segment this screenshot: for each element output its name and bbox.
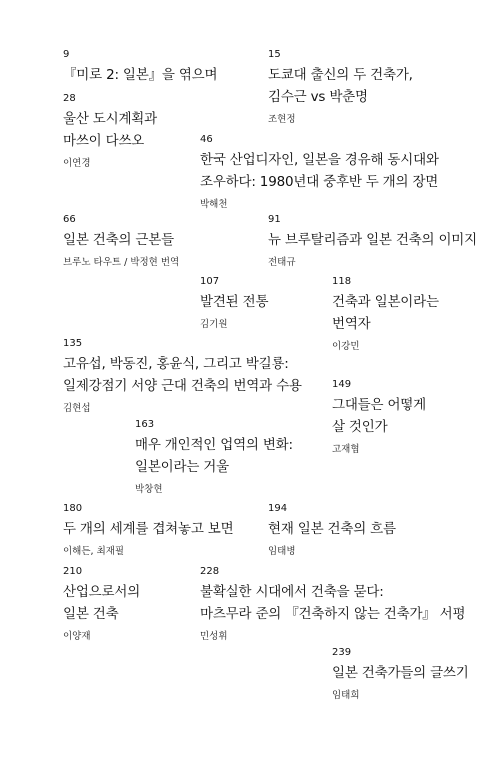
entry-author: 임태희 bbox=[332, 690, 360, 701]
toc-entry-ulsan-planning[interactable] bbox=[63, 92, 157, 170]
entry-author: 민성휘 bbox=[200, 631, 228, 642]
entry-title-line: 도쿄대 출신의 두 건축가, bbox=[268, 67, 413, 83]
entry-author: 김기원 bbox=[200, 319, 228, 330]
page-number: 180 bbox=[63, 503, 83, 514]
page-number: 9 bbox=[63, 49, 70, 60]
page-number: 28 bbox=[63, 93, 76, 104]
entry-author: 임태병 bbox=[268, 546, 296, 557]
toc-entry-architects-writing[interactable] bbox=[332, 646, 469, 702]
entry-author: 브루노 타우트 / 박정현 번역 bbox=[63, 257, 180, 268]
page-number: 239 bbox=[332, 647, 352, 658]
entry-author: 박창현 bbox=[135, 484, 163, 495]
entry-title-line: 일본이라는 거울 bbox=[135, 459, 229, 475]
toc-entry-new-brutalism[interactable] bbox=[268, 213, 477, 269]
toc-entry-current-trends[interactable] bbox=[268, 502, 396, 558]
page-number: 107 bbox=[200, 276, 220, 287]
page-number: 46 bbox=[200, 134, 213, 145]
page-number: 163 bbox=[135, 419, 155, 430]
entry-title-line: 마쓰이 다쓰오 bbox=[63, 133, 145, 149]
toc-entry-japanese-fundamentals[interactable] bbox=[63, 213, 179, 269]
entry-title-line: 그대들은 어떻게 bbox=[332, 397, 426, 413]
entry-title-line: 건축과 일본이라는 bbox=[332, 294, 439, 310]
toc-entry-discovered-tradition[interactable] bbox=[200, 275, 268, 331]
entry-title-line: 김수근 vs 박춘명 bbox=[268, 89, 368, 105]
entry-title-line: 『미로 2: 일본』을 엮으며 bbox=[63, 67, 218, 83]
page-number: 228 bbox=[200, 566, 220, 577]
entry-author: 김현섭 bbox=[63, 403, 91, 414]
page-number: 149 bbox=[332, 379, 352, 390]
toc-entry-book-review[interactable] bbox=[200, 565, 465, 643]
entry-title-line: 조우하다: 1980년대 중후반 두 개의 장면 bbox=[200, 174, 439, 190]
entry-title-line: 산업으로서의 bbox=[63, 584, 141, 600]
entry-title-line: 고유섭, 박동진, 홍윤식, 그리고 박길룡: bbox=[63, 356, 289, 372]
toc-entry-tokyo-architects[interactable] bbox=[268, 48, 413, 126]
toc-entry-miro2[interactable] bbox=[63, 48, 217, 86]
entry-title-line: 발견된 전통 bbox=[200, 294, 269, 310]
entry-title-line: 일제강점기 서양 근대 건축의 번역과 수용 bbox=[63, 378, 302, 394]
entry-title-line: 번역자 bbox=[332, 316, 371, 332]
entry-title-line: 일본 건축 bbox=[63, 606, 119, 622]
entry-author: 이연경 bbox=[63, 158, 91, 169]
entry-author: 이양재 bbox=[63, 631, 91, 642]
entry-author: 고재협 bbox=[332, 444, 360, 455]
toc-entry-how-to-live[interactable] bbox=[332, 378, 426, 456]
entry-author: 이해든, 최재필 bbox=[63, 546, 125, 557]
toc-entry-industrial-design[interactable] bbox=[200, 133, 439, 211]
page-number: 210 bbox=[63, 566, 83, 577]
entry-title-line: 일본 건축가들의 글쓰기 bbox=[332, 665, 469, 681]
entry-title-line: 한국 산업디자인, 일본을 경유해 동시대와 bbox=[200, 152, 439, 168]
entry-author: 전태규 bbox=[268, 257, 296, 268]
toc-entry-colonial-modern[interactable] bbox=[63, 337, 302, 415]
entry-title-line: 일본 건축의 근본들 bbox=[63, 232, 174, 248]
toc-entry-personal-practice[interactable] bbox=[135, 418, 293, 496]
toc-entry-industry[interactable] bbox=[63, 565, 140, 643]
entry-author: 조현정 bbox=[268, 114, 296, 125]
page-number: 118 bbox=[332, 276, 352, 287]
entry-author: 이강민 bbox=[332, 341, 360, 352]
entry-title-line: 뉴 브루탈리즘과 일본 건축의 이미지 bbox=[268, 232, 477, 248]
entry-title-line: 매우 개인적인 업역의 변화: bbox=[135, 437, 293, 453]
entry-title-line: 불확실한 시대에서 건축을 묻다: bbox=[200, 584, 384, 600]
page-number: 15 bbox=[268, 49, 281, 60]
entry-author: 박해천 bbox=[200, 199, 228, 210]
entry-title-line: 살 것인가 bbox=[332, 419, 388, 435]
page-number: 91 bbox=[268, 214, 281, 225]
entry-title-line: 울산 도시계획과 bbox=[63, 111, 157, 127]
entry-title-line: 마츠무라 준의 『건축하지 않는 건축가』 서평 bbox=[200, 606, 466, 622]
page-number: 135 bbox=[63, 338, 83, 349]
entry-title-line: 두 개의 세계를 겹쳐놓고 보면 bbox=[63, 521, 234, 537]
page-number: 194 bbox=[268, 503, 288, 514]
toc-entry-translator[interactable] bbox=[332, 275, 439, 353]
page-number: 66 bbox=[63, 214, 76, 225]
toc-entry-two-worlds[interactable] bbox=[63, 502, 233, 558]
entry-title-line: 현재 일본 건축의 흐름 bbox=[268, 521, 396, 537]
